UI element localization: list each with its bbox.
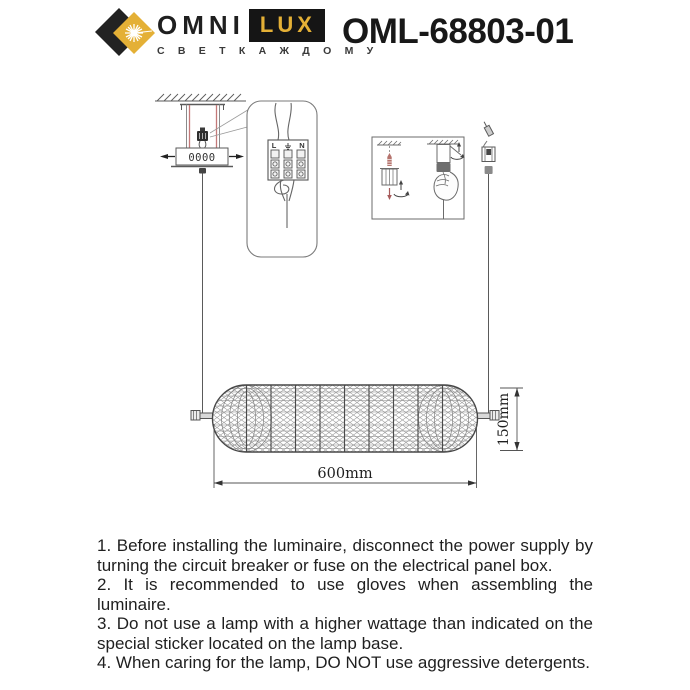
height-dimension-label: 150mm [496, 392, 512, 447]
terminal-label-neutral: N [299, 141, 305, 150]
model-number: OML-68803-01 [342, 12, 574, 51]
installation-diagram [0, 70, 690, 540]
instruction-item-3: 3. Do not use a lamp with a higher wattage than indicated on the special sticker located on the lamp base. [97, 614, 593, 653]
canopy-vent-label: 0000 [188, 152, 216, 164]
anchor-install-diagram [372, 137, 465, 219]
width-dimension-label: 600mm [317, 466, 373, 482]
instruction-item-1: 1. Before installing the luminaire, disconnect the power supply by turning the circuit breaker or fuse on the electrical panel box. [97, 536, 593, 575]
terminal-label-live: L [271, 141, 277, 150]
ceiling-mount-diagram [155, 94, 251, 413]
pendant-lamp-drawing [191, 385, 499, 452]
wiring-callout [247, 101, 317, 257]
brand-tagline: С В Е Т К А Ж Д О М У [157, 45, 379, 57]
wire-connector [197, 128, 208, 149]
safety-instructions [97, 536, 593, 673]
brand-name-omni: OMNI [157, 10, 245, 40]
omnilux-logo-icon [93, 4, 159, 60]
cable-connector-detail [482, 120, 495, 413]
instruction-item-2: 2. It is recommended to use gloves when assembling the luminaire. [97, 575, 593, 614]
instruction-item-4: 4. When caring for the lamp, DO NOT use aggressive detergents. [97, 653, 590, 672]
brand-name-lux: LUX [249, 9, 325, 42]
